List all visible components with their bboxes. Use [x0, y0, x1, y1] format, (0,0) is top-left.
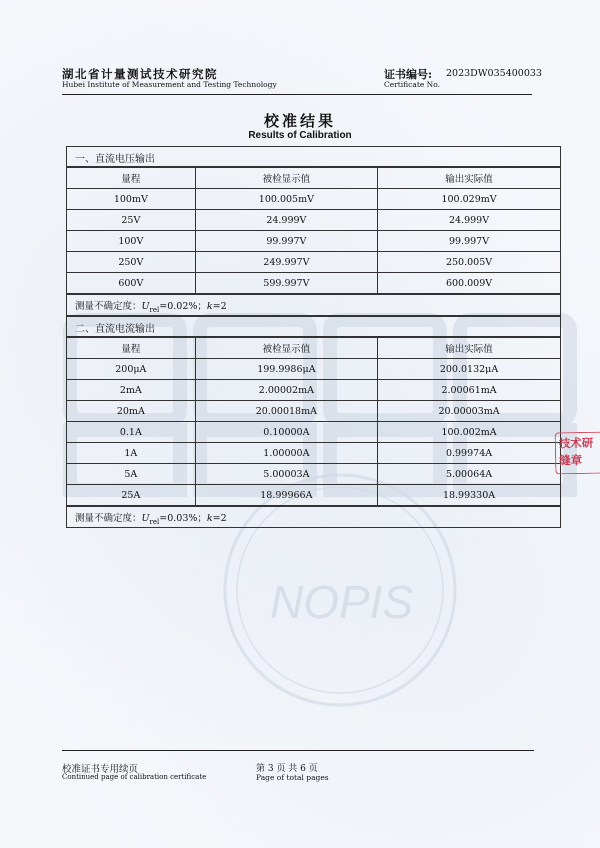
- table-row: [67, 210, 560, 231]
- table-cell: 2.00061mA: [378, 380, 560, 401]
- section-title: 一、直流电压输出: [67, 147, 560, 167]
- table-cell: 99.997V: [378, 231, 560, 252]
- column-header: 被检显示值: [195, 168, 377, 189]
- table-cell: 0.1A: [67, 422, 195, 443]
- table-cell: 18.99966A: [195, 485, 377, 506]
- table-cell: 100mV: [67, 189, 195, 210]
- table-row: [67, 273, 560, 294]
- table-cell: 0.10000A: [195, 422, 377, 443]
- stamp-line: 技术研: [558, 435, 594, 451]
- table-cell: 249.997V: [195, 252, 377, 273]
- measurement-uncertainty: [67, 506, 560, 527]
- table-row: [67, 485, 560, 506]
- table-cell: 100.005mV: [195, 189, 377, 210]
- section-title: 二、直流电流输出: [67, 317, 560, 337]
- dc-voltage-table: [67, 167, 560, 294]
- stamp-line: 缝章: [559, 452, 583, 468]
- column-header: 被检显示值: [195, 338, 377, 359]
- certificate-label-en: Certificate No.: [384, 80, 441, 89]
- uncertainty-value: =0.02%；: [159, 301, 207, 312]
- table-cell: 18.99330A: [378, 485, 560, 506]
- table-cell: 1A: [67, 443, 195, 464]
- measurement-uncertainty: [67, 294, 560, 315]
- page-title-cn: 校准结果: [263, 112, 336, 130]
- table-row: [67, 189, 560, 210]
- coverage-factor-value: =2: [212, 513, 227, 524]
- dc-voltage-section: [66, 146, 561, 316]
- column-header: 量程: [67, 168, 195, 189]
- table-cell: 600.009V: [378, 273, 560, 294]
- table-cell: 99.997V: [195, 231, 377, 252]
- institute-name-cn: 湖北省计量测试技术研究院: [62, 67, 218, 81]
- table-row: [67, 422, 560, 443]
- table-cell: 599.997V: [195, 273, 377, 294]
- table-header-row: [67, 338, 560, 359]
- table-cell: 100V: [67, 231, 195, 252]
- table-cell: 5.00003A: [195, 464, 377, 485]
- uncertainty-subscript: rel: [149, 305, 160, 314]
- page-number-en: Page of total pages: [256, 773, 329, 782]
- seam-stamp: [555, 432, 600, 475]
- table-cell: 24.999V: [378, 210, 560, 231]
- table-cell: 0.99974A: [378, 443, 560, 464]
- column-header: 输出实际值: [378, 338, 560, 359]
- table-cell: 1.00000A: [195, 443, 377, 464]
- table-cell: 20.00018mA: [195, 401, 377, 422]
- uncertainty-value: =0.03%；: [159, 513, 207, 524]
- dc-current-table: [67, 337, 560, 506]
- table-cell: 250V: [67, 252, 195, 273]
- page-header: [62, 64, 542, 95]
- uncertainty-symbol: U: [141, 513, 150, 524]
- column-header: 输出实际值: [378, 168, 560, 189]
- table-row: [67, 252, 560, 273]
- table-cell: 600V: [67, 273, 195, 294]
- table-header-row: [67, 168, 560, 189]
- table-row: [67, 464, 560, 485]
- column-header: 量程: [67, 338, 195, 359]
- watermark-text: NOPIS: [270, 576, 414, 628]
- table-cell: 5.00064A: [378, 464, 560, 485]
- table-cell: 2mA: [67, 380, 195, 401]
- table-cell: 2.00002mA: [195, 380, 377, 401]
- uncertainty-subscript: rel: [149, 517, 160, 526]
- table-row: [67, 443, 560, 464]
- table-row: [67, 380, 560, 401]
- uncertainty-symbol: U: [141, 301, 150, 312]
- page-title-en: Results of Calibration: [248, 130, 352, 141]
- dc-current-section: [66, 316, 561, 528]
- table-row: [67, 231, 560, 252]
- institute-name-en: Hubei Institute of Measurement and Testing Technology: [62, 80, 277, 89]
- table-cell: 20.00003mA: [378, 401, 560, 422]
- table-cell: 250.005V: [378, 252, 560, 273]
- table-cell: 25V: [67, 210, 195, 231]
- table-cell: 100.029mV: [378, 189, 560, 210]
- page-number-cn: 第 3 页 共 6 页: [256, 764, 318, 774]
- table-cell: 100.002mA: [378, 422, 560, 443]
- continued-page-label-cn: 校准证书专用续页: [62, 764, 139, 775]
- coverage-factor-value: =2: [212, 301, 227, 312]
- certificate-label-cn: 证书编号:: [384, 68, 433, 81]
- table-cell: 199.9986μA: [195, 359, 377, 380]
- certificate-number: 2023DW035400033: [446, 68, 542, 79]
- uncertainty-label: 测量不确定度：: [75, 513, 142, 524]
- table-cell: 20mA: [67, 401, 195, 422]
- table-cell: 200μA: [67, 359, 195, 380]
- table-row: [67, 359, 560, 380]
- page-footer: [62, 750, 534, 782]
- coverage-factor-symbol: k: [206, 301, 213, 312]
- coverage-factor-symbol: k: [206, 513, 213, 524]
- continued-page-label-en: Continued page of calibration certificate: [62, 773, 207, 781]
- table-cell: 200.0132μA: [378, 359, 560, 380]
- uncertainty-label: 测量不确定度：: [75, 301, 142, 312]
- table-row: [67, 401, 560, 422]
- table-cell: 5A: [67, 464, 195, 485]
- table-cell: 25A: [67, 485, 195, 506]
- table-cell: 24.999V: [195, 210, 377, 231]
